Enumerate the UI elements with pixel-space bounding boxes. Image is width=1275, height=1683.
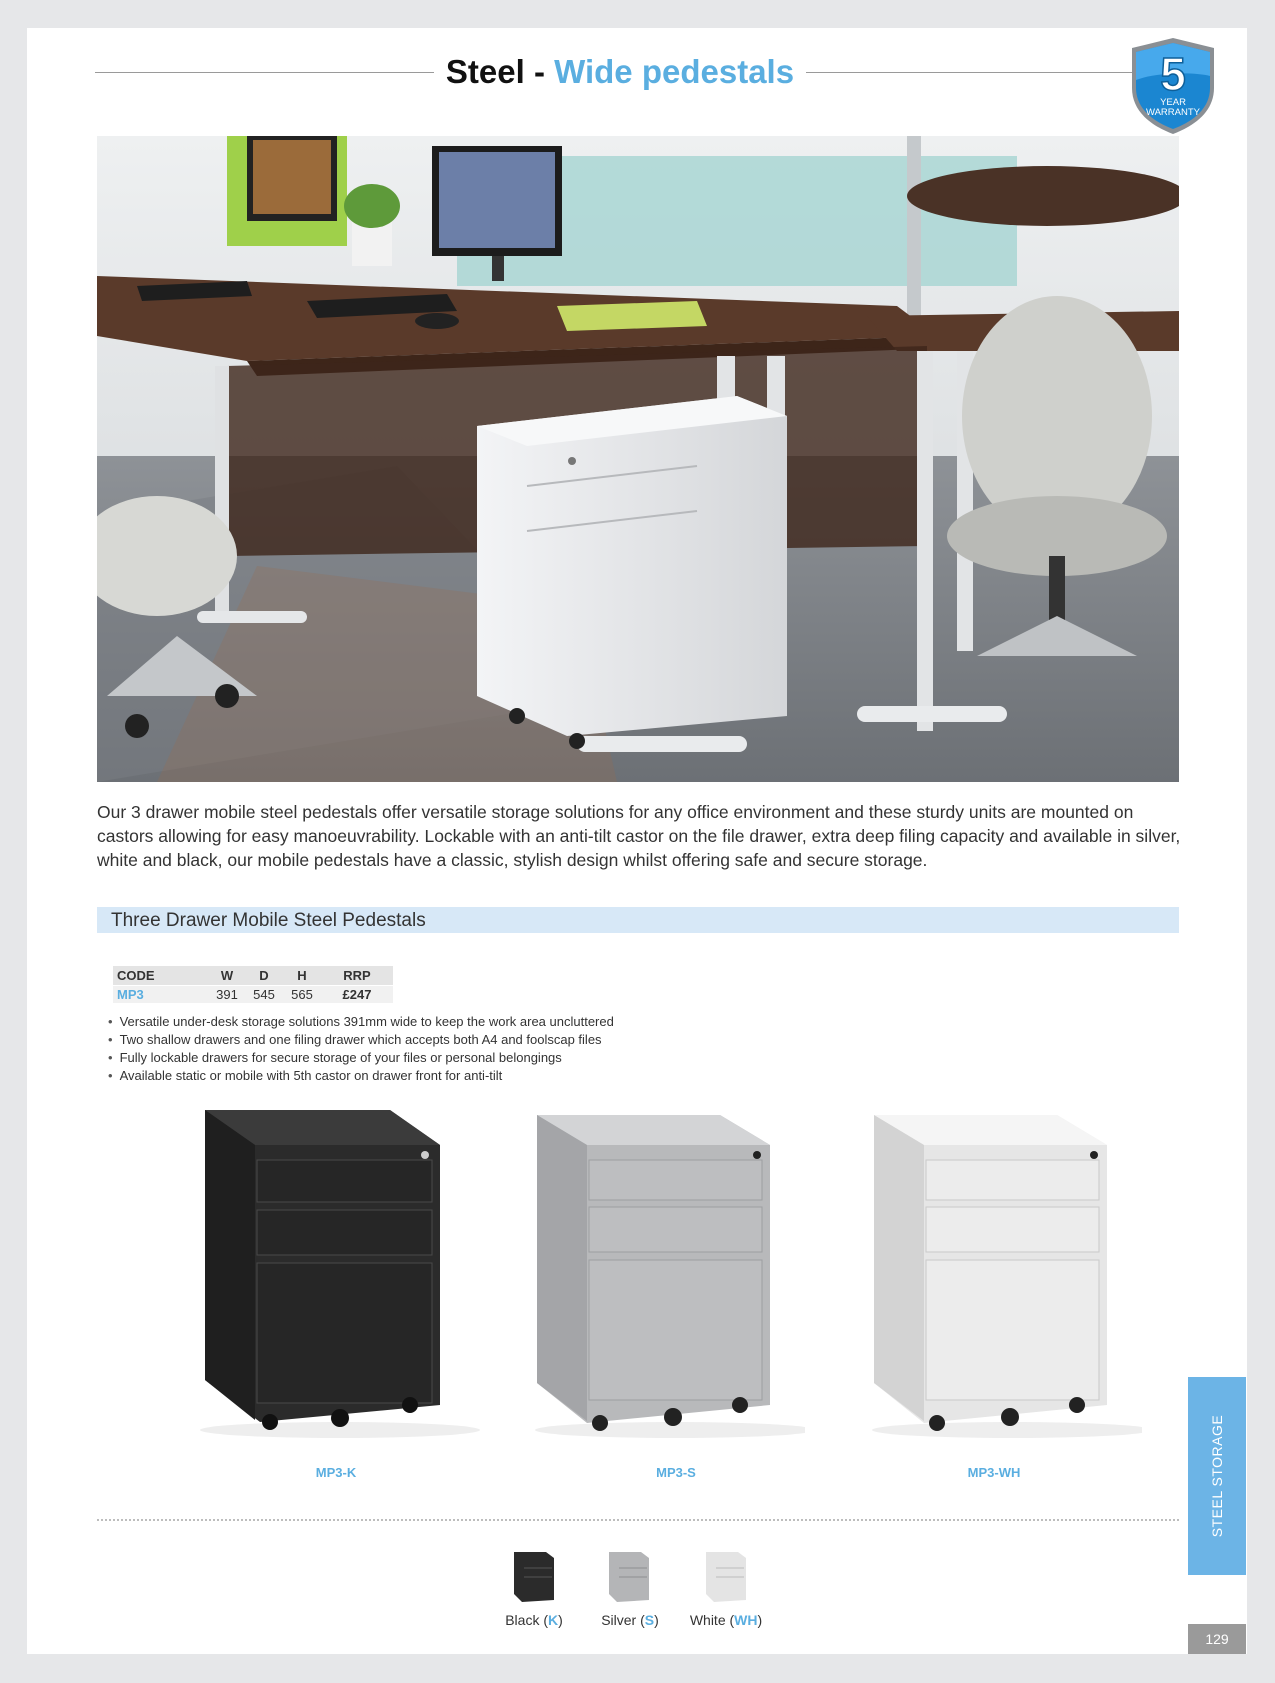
title-accent: Wide pedestals	[554, 53, 795, 90]
warranty-line1: YEAR	[1160, 97, 1186, 108]
header-height: H	[283, 966, 321, 986]
page-title	[446, 53, 794, 91]
cell-depth: 545	[245, 986, 283, 1004]
list-item: • Fully lockable drawers for secure storage of your files or personal belongings	[108, 1049, 614, 1067]
spec-table	[113, 966, 393, 1003]
title-rule-right	[806, 72, 1145, 73]
hero-office-photo	[97, 136, 1179, 782]
warranty-line2: WARRANTY	[1145, 107, 1201, 118]
swatch-name: Black	[505, 1612, 540, 1628]
cell-height: 565	[283, 986, 321, 1004]
swatch-code: S	[644, 1612, 655, 1628]
cell-rrp: £247	[321, 986, 393, 1004]
swatch-label-silver: Silver (S)	[601, 1612, 659, 1628]
page-title-row	[95, 50, 1145, 94]
swatch-label-white: White (WH)	[689, 1612, 763, 1628]
product-code-white: MP3-WH	[967, 1465, 1021, 1480]
product-image-silver-pedestal	[525, 1105, 805, 1440]
section-header-bar	[97, 907, 1179, 933]
product-image-white-pedestal	[862, 1105, 1142, 1440]
product-image-black-pedestal	[190, 1100, 480, 1440]
swatch-code: WH	[734, 1612, 758, 1628]
header-rrp: RRP	[321, 966, 393, 986]
header-width: W	[209, 966, 245, 986]
swatch-silver-icon	[605, 1548, 653, 1604]
swatch-name: Silver	[601, 1612, 637, 1628]
table-row	[113, 986, 393, 1004]
swatch-name: White	[689, 1612, 726, 1628]
side-tab-label: STEEL STORAGE	[1209, 1414, 1225, 1538]
list-item: • Two shallow drawers and one filing drawer which accepts both A4 and foolscap files	[108, 1031, 614, 1049]
dotted-divider	[97, 1519, 1179, 1521]
swatch-label-black: Black (K)	[505, 1612, 563, 1628]
warranty-number: 5	[1160, 48, 1186, 100]
side-section-tab	[1188, 1377, 1246, 1575]
swatch-black-icon	[510, 1548, 558, 1604]
product-code-silver: MP3-S	[656, 1465, 696, 1480]
cell-code: MP3	[113, 986, 209, 1004]
warranty-shield-icon	[1126, 36, 1220, 136]
feature-list	[108, 1013, 614, 1085]
intro-paragraph: Our 3 drawer mobile steel pedestals offer versatile storage solutions for any office environment and these sturdy units are mounted on castors allowing for easy manoeuvrability. Lockable with an anti-tilt castor on the file drawer, extra deep filing capacity and available in silver, white and black, our mobile pedestals have a classic, stylish design whilst offering safe and secure storage.	[97, 802, 1181, 870]
product-code-black: MP3-K	[315, 1465, 357, 1480]
section-title: Three Drawer Mobile Steel Pedestals	[111, 910, 426, 931]
cell-width: 391	[209, 986, 245, 1004]
header-depth: D	[245, 966, 283, 986]
title-primary: Steel -	[445, 53, 555, 90]
list-item: • Available static or mobile with 5th castor on drawer front for anti-tilt	[108, 1067, 614, 1085]
title-rule-left	[95, 72, 434, 73]
list-item: • Versatile under-desk storage solutions 391mm wide to keep the work area uncluttered	[108, 1013, 614, 1031]
spec-table-header-row	[113, 966, 393, 986]
swatch-code: K	[548, 1612, 559, 1628]
swatch-white-icon	[702, 1548, 750, 1604]
page-number: 129	[1188, 1624, 1246, 1654]
header-code: CODE	[113, 966, 209, 986]
